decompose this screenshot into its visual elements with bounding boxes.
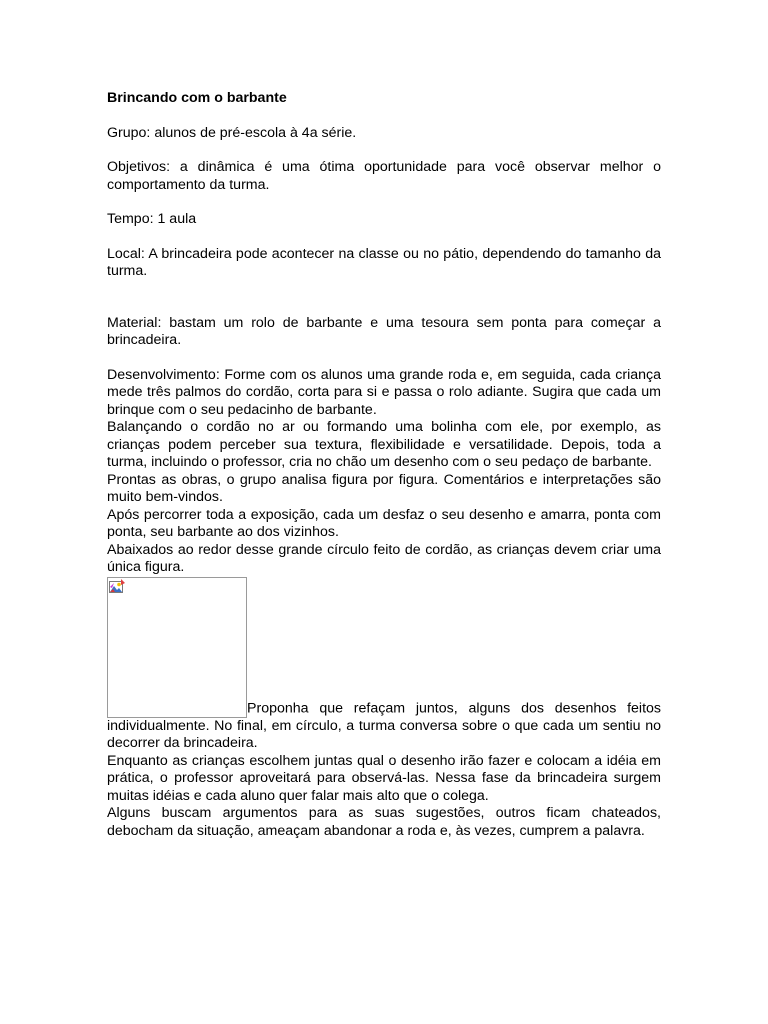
apos-paragraph: Após percorrer toda a exposição, cada um desfaz o seu desenho e amarra, ponta com ponta, seu barbante ao dos vizinhos. [107, 506, 661, 540]
enquanto-paragraph: Enquanto as crianças escolhem juntas qual o desenho irão fazer e colocam a idéia em prática, o professor aproveitará para observá-las. Nessa fase da brincadeira surgem muitas idéias e cada aluno quer falar mais alto que o colega. [107, 752, 661, 804]
prontas-paragraph: Prontas as obras, o grupo analisa figura por figura. Comentários e interpretações são muito bem-vindos. [107, 471, 661, 505]
image-and-proponha-paragraph [107, 577, 661, 753]
broken-image-icon [109, 579, 125, 595]
local-paragraph: Local: A brincadeira pode acontecer na classe ou no pátio, dependendo do tamanho da turma. [107, 245, 661, 279]
proponha-text: Proponha que refaçam juntos, alguns dos desenhos feitos individualmente. No final, em círculo, a turma conversa sobre o que cada um sentiu no decorrer da brincadeira. [107, 700, 661, 751]
document-title: Brincando com o barbante [107, 90, 287, 106]
desenvolvimento-paragraph: Desenvolvimento: Forme com os alunos uma grande roda e, em seguida, cada criança mede três palmos do cordão, corta para si e passa o rolo adiante. Sugira que cada um brinque com o seu pedacinho de barbante. [107, 366, 661, 418]
alguns-paragraph: Alguns buscam argumentos para as suas sugestões, outros ficam chateados, debocham da situação, ameaçam abandonar a roda e, às vezes, cumprem a palavra. [107, 805, 661, 839]
material-paragraph: Material: bastam um rolo de barbante e uma tesoura sem ponta para começar a brincadeira. [107, 314, 661, 348]
tempo-paragraph: Tempo: 1 aula [107, 211, 197, 227]
blank-line [107, 298, 661, 315]
abaixados-paragraph: Abaixados ao redor desse grande círculo feito de cordão, as crianças devem criar uma única figura. [107, 541, 661, 575]
broken-image-placeholder [107, 577, 247, 718]
objetivos-paragraph: Objetivos: a dinâmica é uma ótima oportunidade para você observar melhor o comportamento da turma. [107, 159, 661, 193]
document-page [107, 90, 661, 840]
grupo-paragraph: Grupo: alunos de pré-escola à 4a série. [107, 124, 357, 141]
balancando-paragraph: Balançando o cordão no ar ou formando uma bolinha com ele, por exemplo, as crianças podem perceber sua textura, flexibilidade e versatilidade. Depois, toda a turma, incluindo o professor, cria no chão um desenho com o seu pedaço de barbante. [107, 419, 661, 470]
